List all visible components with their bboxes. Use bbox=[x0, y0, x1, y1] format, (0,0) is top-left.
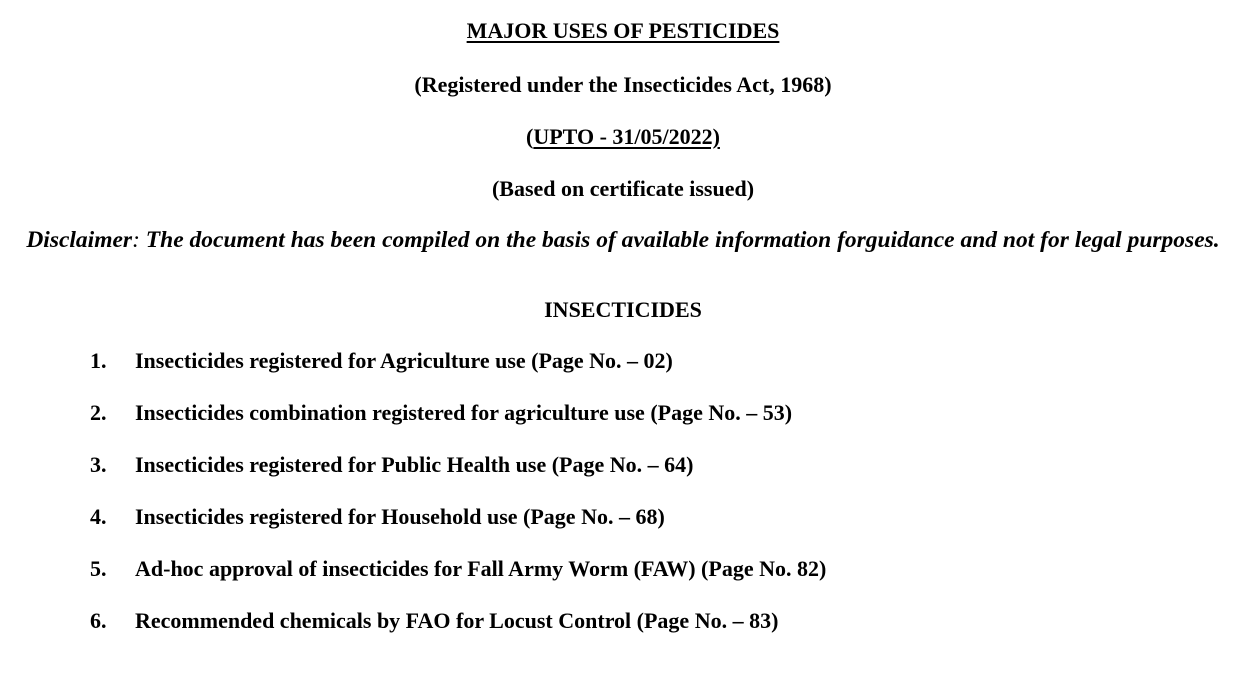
toc-item bbox=[90, 348, 826, 400]
date-line bbox=[0, 124, 1246, 150]
date-text: UPTO - 31/05/2022) bbox=[533, 124, 720, 149]
toc-item-number: 3. bbox=[90, 452, 107, 477]
toc-item-number: 2. bbox=[90, 400, 107, 425]
based-on-line: (Based on certificate issued) bbox=[491, 176, 755, 201]
table-of-contents bbox=[90, 348, 826, 660]
toc-item bbox=[90, 452, 826, 504]
document-title bbox=[0, 18, 1246, 44]
date-open-paren: ( bbox=[526, 124, 534, 149]
toc-item-text: Ad-hoc approval of insecticides for Fall Army Worm (FAW) (Page No. 82) bbox=[135, 556, 827, 581]
toc-item bbox=[90, 504, 826, 556]
toc-item bbox=[90, 608, 826, 660]
disclaimer bbox=[0, 224, 1246, 256]
toc-item-number: 1. bbox=[90, 348, 107, 373]
disclaimer-label: Disclaimer bbox=[26, 227, 133, 253]
toc-item bbox=[90, 400, 826, 452]
toc-item-number: 6. bbox=[90, 608, 107, 633]
section-heading: INSECTICIDES bbox=[544, 297, 702, 322]
disclaimer-colon: : bbox=[132, 227, 140, 253]
toc-item-text: Recommended chemicals by FAO for Locust Control (Page No. – 83) bbox=[135, 608, 779, 633]
toc-item-number: 4. bbox=[90, 504, 107, 529]
document-subtitle: (Registered under the Insecticides Act, 1968) bbox=[414, 72, 832, 97]
toc-item-text: Insecticides registered for Agriculture use (Page No. – 02) bbox=[135, 348, 673, 373]
toc-item-text: Insecticides registered for Household use (Page No. – 68) bbox=[135, 504, 665, 529]
toc-item-text: Insecticides registered for Public Health use (Page No. – 64) bbox=[135, 452, 694, 477]
title-text: MAJOR USES OF PESTICIDES bbox=[466, 18, 780, 43]
toc-item-text: Insecticides combination registered for agriculture use (Page No. – 53) bbox=[135, 400, 793, 425]
toc-item-number: 5. bbox=[90, 556, 107, 581]
toc-item bbox=[90, 556, 826, 608]
disclaimer-text: The document has been compiled on the basis of available information forguidance and not for legal purposes. bbox=[139, 227, 1220, 253]
